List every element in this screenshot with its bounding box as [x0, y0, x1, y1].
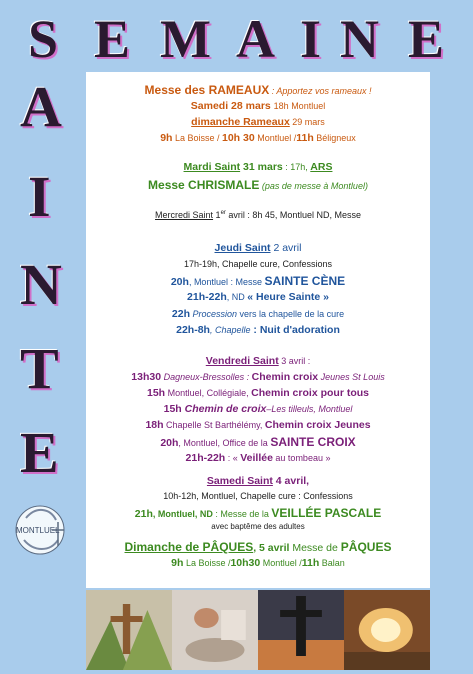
rameaux-heading [86, 84, 430, 96]
rameaux-title: Messe des RAMEAUX [144, 83, 270, 97]
mardi-chrismale: Messe CHRISMALE (pas de messe à Montluel) [148, 178, 368, 192]
paques-times: 9h La Boisse /10h30 Montluel /11h Balan [171, 557, 345, 569]
rameaux-sunday-date: 29 mars [289, 117, 325, 127]
vendredi-veillee: 21h-22h : « Veillée au tombeau » [185, 452, 331, 464]
samedi-confessions: 10h-12h, Montluel, Chapelle cure : Confessions [163, 491, 353, 501]
rameaux-saturday-place: 18h Montluel [273, 101, 326, 111]
jeudi-adoration: 22h-8h, Chapelle : Nuit d'adoration [176, 324, 340, 336]
samedi-heading: Samedi Saint 4 avril, [206, 475, 310, 487]
feet-washing-photo [172, 590, 258, 670]
jeudi-heure-sainte: 21h-22h, ND « Heure Sainte » [187, 291, 329, 303]
palm-cross-photo [86, 590, 172, 670]
schedule-card [86, 72, 430, 588]
title-letter-n: N [340, 9, 379, 69]
jeudi-procession: 22h Procession vers la chapelle de la cure [171, 308, 345, 320]
title-letter-a: A [236, 9, 275, 69]
mercredi-line: Mercredi Saint 1er avril : 8h 45, Montluel ND, Messe [155, 210, 361, 220]
rameaux-sunday [86, 117, 430, 128]
jeudi-heading: Jeudi Saint 2 avril [214, 242, 302, 254]
cross-sunset-photo [258, 590, 344, 670]
jeudi-confessions: 17h-19h, Chapelle cure, Confessions [183, 259, 333, 269]
parish-logo [12, 500, 72, 562]
logo-text: MONTLUEL [16, 526, 60, 535]
rameaux-sunday-label: dimanche Rameaux [191, 116, 290, 128]
vendredi-chemin-jeunes-st-louis: 13h30 Dagneux-Bressolles : Chemin croix Jeunes St Louis [131, 371, 385, 383]
vendredi-heading: Vendredi Saint 3 avril : [205, 355, 311, 367]
samedi-veillee-pascale: 21h, Montluel, ND : Messe de la VEILLÉE PASCALE [134, 506, 382, 520]
title-letter-e: E [94, 9, 131, 69]
title-letter-m: M [160, 9, 211, 69]
photo-strip [86, 590, 430, 670]
vendredi-chemin-tous: 15h Montluel, Collégiale, Chemin croix pour tous [147, 387, 369, 399]
mardi-heading: Mardi Saint 31 mars : 17h, ARS [183, 161, 333, 173]
vendredi-chemin-jeunes: 18h Chapelle St Barthélémy, Chemin croix Jeunes [145, 419, 371, 431]
title-letter-i: I [300, 9, 322, 69]
rameaux-saturday [86, 101, 430, 112]
rameaux-note: : Apportez vos rameaux ! [269, 86, 372, 96]
title-letter-e2: E [408, 9, 445, 69]
side-letter-e: E [20, 420, 59, 485]
vendredi-office: 20h, Montluel, Office de la SAINTE CROIX [160, 435, 356, 449]
side-letter-n: N [20, 252, 62, 317]
jeudi-cene: 20h, Montluel : Messe SAINTE CÈNE [170, 274, 346, 288]
rameaux-saturday-date: Samedi 28 mars [190, 100, 274, 112]
title-letter-s: S [28, 9, 59, 69]
tomb-photo [344, 590, 430, 670]
side-letter-i: I [28, 164, 51, 229]
vendredi-chemin-tilleuls: 15h Chemin de croix–Les tilleuls, Montluel [163, 403, 353, 415]
side-letter-t: T [20, 336, 59, 401]
paques-heading: Dimanche de PÂQUES, 5 avril Messe de PÂQUES [124, 540, 392, 554]
rameaux-times: 9h La Boisse / 10h 30 Montluel /11h Béligneux [160, 132, 356, 144]
side-letter-a: A [20, 74, 62, 139]
samedi-baptemes: avec baptême des adultes [211, 522, 305, 531]
